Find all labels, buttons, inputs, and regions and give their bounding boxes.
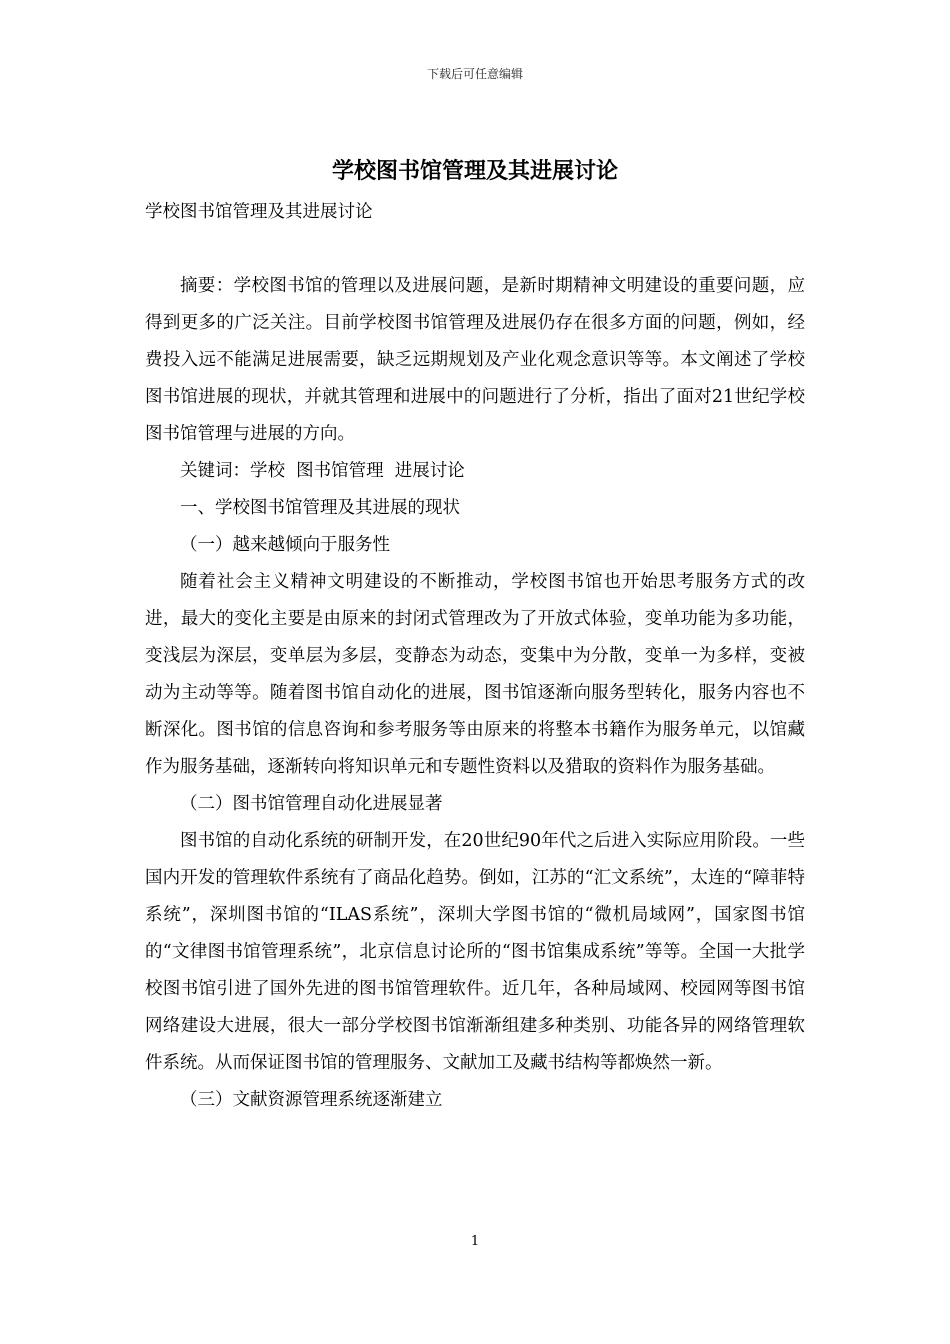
page-number: 1 (470, 1234, 480, 1249)
body-paragraph: 随着社会主义精神文明建设的不断推动，学校图书馆也开始思考服务方式的改进，最大的变化主要是由原来的封闭式管理改为了开放式体验，变单功能为多功能，变浅层为深层，变单层为多层，变静态为动态，变集中为分散，变单一为多样，变被动为主动等等。随着图书馆自动化的进展，图书馆逐渐向服务型转化，服务内容也不断深化。图书馆的信息咨询和参考服务等由原来的将整本书籍作为服务单元，以馆藏作为服务基础，逐渐转向将知识单元和专题性资料以及猎取的资料作为服务基础。 (145, 572, 805, 777)
section-heading: 一、学校图书馆管理及其进展的现状 (180, 498, 460, 518)
subsection-heading: （一）越来越倾向于服务性 (180, 535, 390, 555)
subsection-heading: （三）文献资源管理系统逐渐建立 (180, 1090, 443, 1110)
subsection-heading: （二）图书馆管理自动化进展显著 (180, 794, 443, 814)
document-subtitle: 学校图书馆管理及其进展讨论 (145, 202, 373, 222)
document-body (145, 268, 805, 1119)
document-title: 学校图书馆管理及其进展讨论 (331, 158, 618, 184)
abstract-paragraph: 摘要：学校图书馆的管理以及进展问题，是新时期精神文明建设的重要问题，应得到更多的广泛关注。目前学校图书馆管理及进展仍存在很多方面的问题，例如，经费投入远不能满足进展需要，缺乏远期规划及产业化观念意识等等。本文阐述了学校图书馆进展的现状，并就其管理和进展中的问题进行了分析，指出了面对21世纪学校图书馆管理与进展的方向。 (145, 276, 805, 444)
page-header-note: 下载后可任意编辑 (426, 67, 523, 81)
keywords-line: 关键词：学校 图书馆管理 进展讨论 (180, 461, 465, 481)
body-paragraph: 图书馆的自动化系统的研制开发，在20世纪90年代之后进入实际应用阶段。一些国内开发的管理软件系统有了商品化趋势。倒如，江苏的“汇文系统”，太连的“障菲特系统”，深圳图书馆的“ILAS系统”，深圳大学图书馆的“微机局域网”，国家图书馆的“文律图书馆管理系统”，北京信息讨论所的“图书馆集成系统”等等。全国一大批学校图书馆引进了国外先进的图书馆管理软件。近几年，各种局域网、校园网等图书馆网络建设大进展，很大一部分学校图书馆渐渐组建多种类别、功能各异的网络管理软件系统。从而保证图书馆的管理服务、文献加工及藏书结构等都焕然一新。 (145, 831, 805, 1073)
